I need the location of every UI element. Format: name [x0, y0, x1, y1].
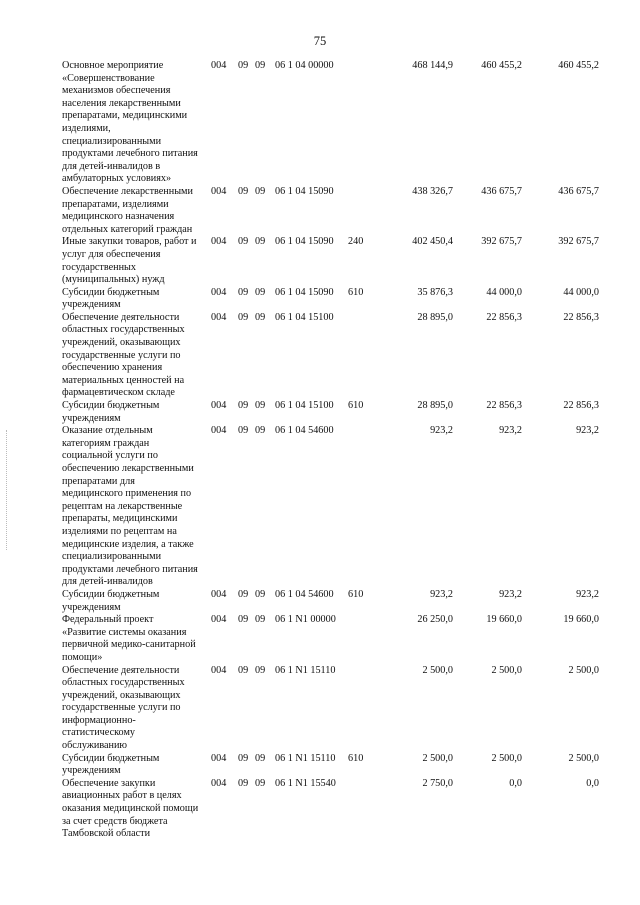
row-name-line: Тамбовской области	[62, 828, 151, 840]
row-name-line: услуг для обеспечения	[62, 248, 161, 260]
article-code: 06 1 04 15090	[275, 185, 334, 197]
table-row	[62, 589, 602, 614]
subsection-code: 09	[255, 752, 266, 764]
article-code: 06 1 04 00000	[275, 60, 334, 71]
row-name-line: за счет средств бюджета	[62, 815, 168, 827]
admin-code: 004	[211, 286, 227, 298]
scan-edge-mark	[6, 430, 11, 550]
row-name-line: специализированными	[62, 551, 162, 563]
row-name-line: Основное мероприятие	[62, 60, 164, 71]
row-name-line: Федеральный проект	[62, 614, 154, 626]
row-name-line: Субсидии бюджетным	[62, 752, 160, 764]
subsection-code: 09	[255, 311, 266, 323]
row-name-line: Обеспечение закупки	[62, 777, 156, 789]
row-name-line: оказания медицинской помощи	[62, 803, 199, 815]
subsection-code: 09	[255, 588, 266, 600]
amount-year-1: 2 500,0	[422, 664, 453, 676]
amount-year-3: 19 660,0	[563, 614, 599, 626]
row-name	[62, 400, 212, 425]
amount-year-3: 44 000,0	[563, 286, 599, 298]
admin-code: 004	[211, 752, 227, 764]
subsection-code: 09	[255, 236, 266, 248]
row-name-line: обслуживанию	[62, 740, 128, 752]
row-name	[62, 236, 212, 286]
article-code: 06 1 04 15090	[275, 236, 334, 248]
table-row	[62, 665, 602, 753]
amount-year-1: 28 895,0	[417, 400, 453, 412]
section-code: 09	[238, 236, 249, 248]
admin-code: 004	[211, 60, 227, 71]
section-code: 09	[238, 777, 249, 789]
row-name	[62, 60, 212, 186]
row-name-line: учреждениям	[62, 412, 121, 424]
amount-year-3: 2 500,0	[568, 664, 599, 676]
expense-type-code: 610	[348, 752, 364, 764]
expense-type-code: 610	[348, 400, 364, 412]
subsection-code: 09	[255, 777, 266, 789]
subsection-code: 09	[255, 664, 266, 676]
row-name-line: материальных ценностей на	[62, 374, 185, 386]
row-name	[62, 665, 212, 753]
table-row	[62, 186, 602, 236]
table-row	[62, 425, 602, 589]
row-name-line: фармацевтическом складе	[62, 387, 175, 399]
row-name-line: Иные закупки товаров, работ и	[62, 236, 197, 248]
row-name-line: категориям граждан	[62, 437, 150, 449]
row-name	[62, 425, 212, 589]
article-code: 06 1 N1 15110	[275, 752, 336, 764]
row-name-line: препаратами для	[62, 475, 135, 487]
admin-code: 004	[211, 236, 227, 248]
amount-year-1: 35 876,3	[417, 286, 453, 298]
amount-year-2: 19 660,0	[486, 614, 522, 626]
amount-year-2: 0,0	[509, 777, 522, 789]
table-row	[62, 400, 602, 425]
amount-year-2: 2 500,0	[491, 752, 522, 764]
row-name-line: учреждений, оказывающих	[62, 337, 181, 349]
table-row	[62, 753, 602, 778]
amount-year-3: 923,2	[576, 588, 599, 600]
row-name-line: помощи»	[62, 651, 103, 663]
row-name-line: механизмов обеспечения	[62, 85, 171, 97]
row-name-line: социальной услуги по	[62, 450, 158, 462]
row-name-line: Субсидии бюджетным	[62, 588, 160, 600]
row-name-line: Субсидии бюджетным	[62, 286, 160, 298]
section-code: 09	[238, 286, 249, 298]
admin-code: 004	[211, 400, 227, 412]
row-name-line: Субсидии бюджетным	[62, 400, 160, 412]
section-code: 09	[238, 400, 249, 412]
article-code: 06 1 04 15100	[275, 400, 334, 412]
row-name-line: Обеспечение лекарственными	[62, 185, 193, 197]
admin-code: 004	[211, 311, 227, 323]
expense-type-code: 610	[348, 286, 364, 298]
amount-year-3: 0,0	[586, 777, 599, 789]
row-name	[62, 589, 212, 614]
amount-year-2: 22 856,3	[486, 311, 522, 323]
amount-year-2: 923,2	[499, 425, 522, 437]
row-name-line: обеспечению лекарственными	[62, 463, 194, 474]
table-row	[62, 614, 602, 664]
admin-code: 004	[211, 185, 227, 197]
row-name-line: государственные услуги по	[62, 702, 181, 714]
article-code: 06 1 N1 15110	[275, 664, 336, 676]
amount-year-2: 22 856,3	[486, 400, 522, 412]
row-name-line: для детей-инвалидов в	[62, 160, 161, 172]
row-name	[62, 312, 212, 400]
amount-year-2: 923,2	[499, 588, 522, 600]
amount-year-1: 26 250,0	[417, 614, 453, 626]
admin-code: 004	[211, 614, 227, 626]
section-code: 09	[238, 664, 249, 676]
subsection-code: 09	[255, 614, 266, 626]
row-name-line: продуктами лечебного питания	[62, 148, 198, 160]
amount-year-1: 2 750,0	[422, 777, 453, 789]
amount-year-3: 392 675,7	[558, 236, 599, 248]
admin-code: 004	[211, 664, 227, 676]
table-row	[62, 287, 602, 312]
subsection-code: 09	[255, 60, 266, 71]
page-number: 75	[313, 34, 327, 48]
amount-year-1: 923,2	[430, 588, 453, 600]
subsection-code: 09	[255, 286, 266, 298]
row-name-line: статистическому	[62, 727, 135, 739]
section-code: 09	[238, 752, 249, 764]
row-name	[62, 186, 212, 236]
row-name-line: рецептам на лекарственные	[62, 500, 183, 512]
row-name-line: государственные услуги по	[62, 349, 181, 361]
row-name-line: отдельных категорий граждан	[62, 223, 193, 235]
table-row	[62, 778, 602, 841]
row-name	[62, 753, 212, 778]
section-code: 09	[238, 185, 249, 197]
table-row	[62, 60, 602, 186]
row-name-line: «Совершенствование	[62, 72, 155, 84]
row-name-line: препаратами, медицинскими	[62, 110, 188, 122]
table-row	[62, 312, 602, 400]
amount-year-3: 22 856,3	[563, 400, 599, 412]
admin-code: 004	[211, 588, 227, 600]
amount-year-2: 460 455,2	[481, 60, 522, 71]
article-code: 06 1 04 54600	[275, 425, 334, 437]
row-name-line: изделиями,	[62, 122, 111, 134]
row-name-line: медицинского назначения	[62, 211, 175, 223]
subsection-code: 09	[255, 425, 266, 437]
amount-year-1: 402 450,4	[412, 236, 453, 248]
amount-year-2: 392 675,7	[481, 236, 522, 248]
row-name	[62, 778, 212, 841]
article-code: 06 1 04 15090	[275, 286, 334, 298]
expense-type-code: 610	[348, 588, 364, 600]
row-name-line: для детей-инвалидов	[62, 576, 153, 588]
admin-code: 004	[211, 777, 227, 789]
row-name-line: Обеспечение деятельности	[62, 311, 180, 323]
amount-year-2: 2 500,0	[491, 664, 522, 676]
row-name-line: Обеспечение деятельности	[62, 664, 180, 676]
amount-year-2: 436 675,7	[481, 185, 522, 197]
row-name-line: амбулаторных условиях»	[62, 173, 172, 185]
row-name-line: препаратами, изделиями	[62, 198, 169, 210]
subsection-code: 09	[255, 400, 266, 412]
article-code: 06 1 N1 00000	[275, 614, 336, 626]
row-name	[62, 287, 212, 312]
row-name-line: первичной медико-санитарной	[62, 639, 196, 651]
row-name-line: учреждениям	[62, 299, 121, 311]
row-name-line: изделиями по рецептам на	[62, 525, 177, 537]
row-name-line: медицинские изделия, а также	[62, 538, 194, 550]
article-code: 06 1 N1 15540	[275, 777, 336, 789]
section-code: 09	[238, 60, 249, 71]
row-name-line: обеспечению хранения	[62, 362, 163, 374]
amount-year-3: 22 856,3	[563, 311, 599, 323]
budget-table	[62, 60, 602, 841]
amount-year-1: 2 500,0	[422, 752, 453, 764]
row-name-line: учреждениям	[62, 765, 121, 777]
admin-code: 004	[211, 425, 227, 437]
row-name-line: учреждениям	[62, 601, 121, 613]
amount-year-1: 923,2	[430, 425, 453, 437]
row-name-line: информационно-	[62, 714, 136, 726]
section-code: 09	[238, 588, 249, 600]
row-name-line: препараты, медицинскими	[62, 513, 178, 525]
amount-year-1: 28 895,0	[417, 311, 453, 323]
row-name-line: населения лекарственными	[62, 97, 181, 109]
row-name-line: областных государственных	[62, 677, 185, 689]
amount-year-3: 923,2	[576, 425, 599, 437]
row-name	[62, 614, 212, 664]
row-name-line: (муниципальных) нужд	[62, 274, 165, 286]
table-row	[62, 236, 602, 286]
row-name-line: специализированными	[62, 135, 162, 147]
amount-year-2: 44 000,0	[486, 286, 522, 298]
amount-year-3: 436 675,7	[558, 185, 599, 197]
section-code: 09	[238, 425, 249, 437]
subsection-code: 09	[255, 185, 266, 197]
row-name-line: «Развитие системы оказания	[62, 626, 187, 638]
amount-year-1: 468 144,9	[412, 60, 453, 71]
section-code: 09	[238, 614, 249, 626]
article-code: 06 1 04 54600	[275, 588, 334, 600]
row-name-line: учреждений, оказывающих	[62, 689, 181, 701]
row-name-line: продуктами лечебного питания	[62, 563, 198, 575]
section-code: 09	[238, 311, 249, 323]
amount-year-1: 438 326,7	[412, 185, 453, 197]
row-name-line: областных государственных	[62, 324, 185, 336]
amount-year-3: 2 500,0	[568, 752, 599, 764]
amount-year-3: 460 455,2	[558, 60, 599, 71]
row-name-line: Оказание отдельным	[62, 425, 153, 437]
row-name-line: медицинского применения по	[62, 488, 192, 500]
row-name-line: авиационных работ в целях	[62, 790, 182, 802]
article-code: 06 1 04 15100	[275, 311, 334, 323]
expense-type-code: 240	[348, 236, 364, 248]
row-name-line: государственных	[62, 261, 136, 273]
